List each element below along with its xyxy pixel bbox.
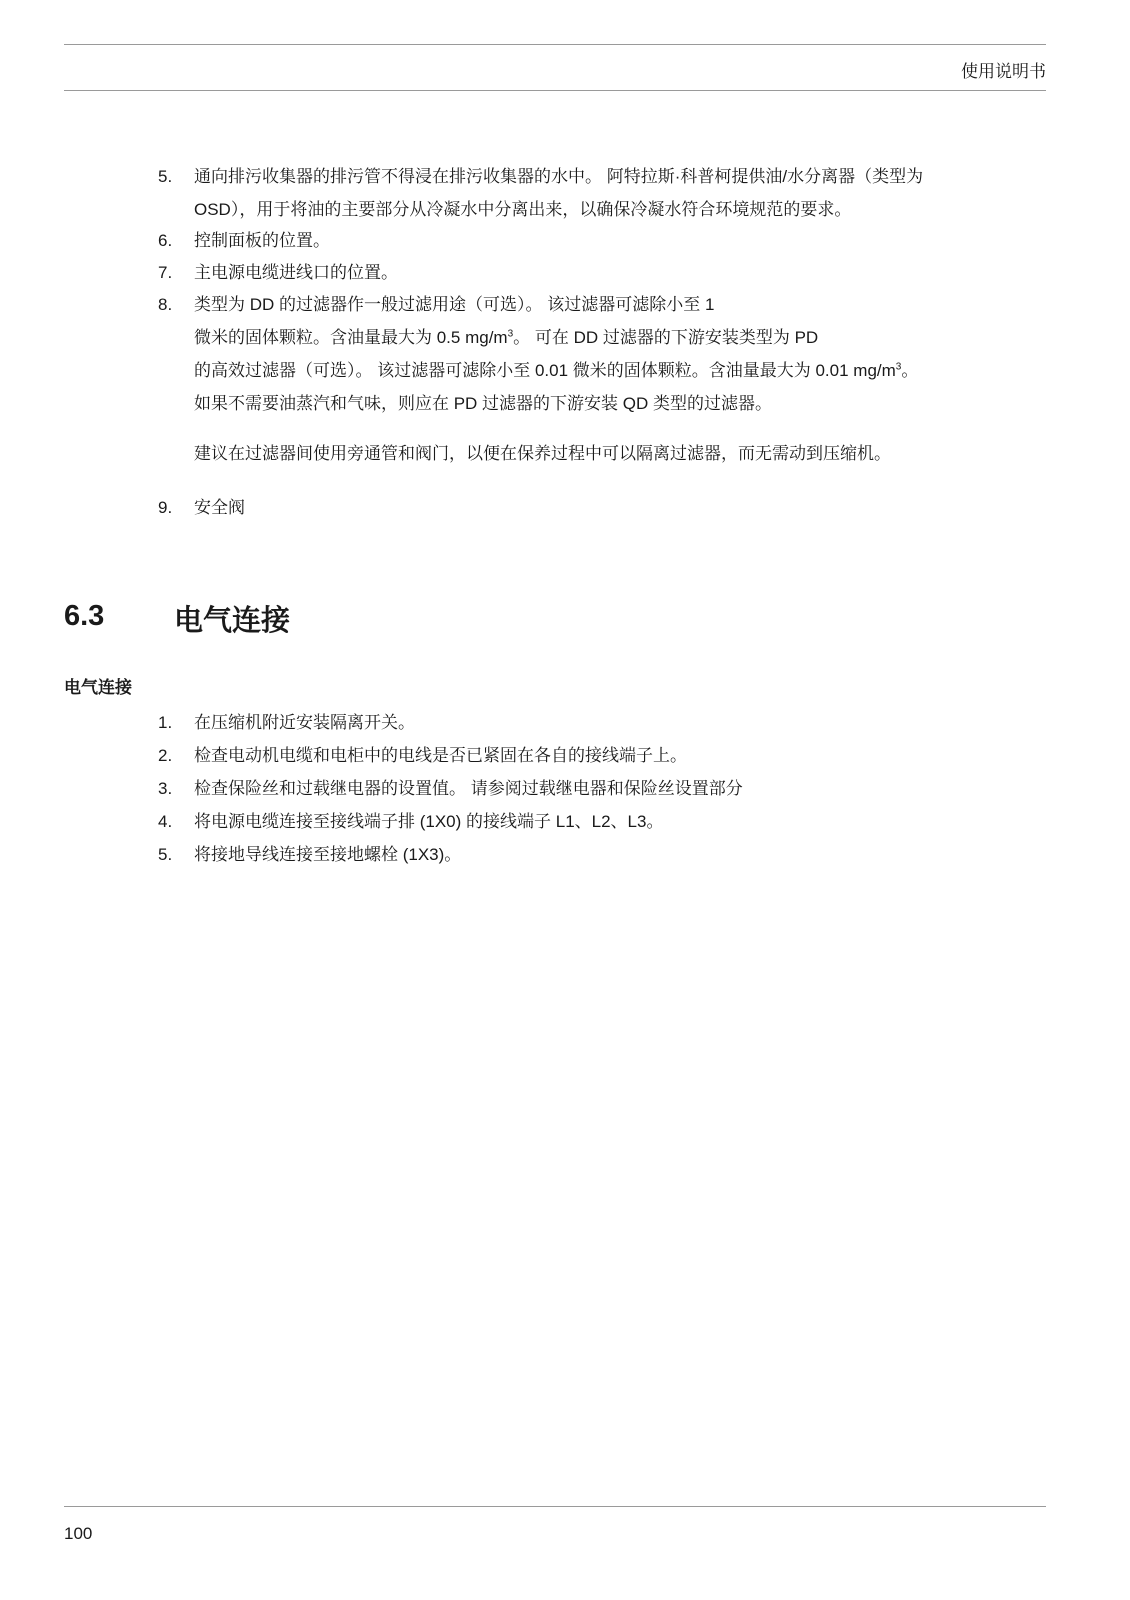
- list-text-line: 检查保险丝和过载继电器的设置值。 请参阅过载继电器和保险丝设置部分: [194, 779, 743, 798]
- subheading: 电气连接: [64, 678, 132, 697]
- list-text-line: 将接地导线连接至接地螺栓 (1X3)。: [194, 845, 462, 864]
- text-segment: 微米的固体颗粒。含油量最大为 0.5 mg/m: [194, 328, 508, 347]
- header-top-rule: [64, 44, 1046, 45]
- list-number: 8.: [158, 295, 173, 314]
- document-title: 使用说明书: [961, 62, 1046, 81]
- list-number: 6.: [158, 231, 173, 250]
- list-text-line: 类型为 DD 的过滤器作一般过滤用途（可选）。 该过滤器可滤除小至 1: [194, 295, 715, 314]
- list-text-line: [194, 321, 1054, 354]
- list-number: 9.: [158, 498, 173, 517]
- text-segment: 的高效过滤器（可选）。 该过滤器可滤除小至 0.01 微米的固体颗粒。含油量最大为 0.01 mg/m: [194, 361, 896, 380]
- list-text-line: 主电源电缆进线口的位置。: [194, 263, 398, 282]
- list-number: 7.: [158, 263, 173, 282]
- list-text-line: 将电源电缆连接至接线端子排 (1X0) 的接线端子 L1、L2、L3。: [194, 812, 664, 831]
- superscript: 3: [507, 328, 514, 340]
- list-number: 4.: [158, 812, 173, 831]
- list-text-line: 检查电动机电缆和电柜中的电线是否已紧固在各自的接线端子上。: [194, 746, 687, 765]
- text-segment: 。: [901, 361, 919, 380]
- list-number: 3.: [158, 779, 173, 798]
- list-text-line: [194, 354, 1054, 387]
- list-text-line: 在压缩机附近安装隔离开关。: [194, 713, 415, 732]
- list-text-line: 安全阀: [194, 498, 245, 517]
- header-bottom-rule: [64, 90, 1046, 91]
- list-text-line: 控制面板的位置。: [194, 231, 330, 250]
- list-number: 2.: [158, 746, 173, 765]
- list-text-line: 通向排污收集器的排污管不得浸在排污收集器的水中。 阿特拉斯·科普柯提供油/水分离器（类型为: [194, 167, 924, 186]
- list-number: 1.: [158, 713, 173, 732]
- list-text-line: 如果不需要油蒸汽和气味，则应在 PD 过滤器的下游安装 QD 类型的过滤器。: [194, 394, 773, 413]
- note-text: 建议在过滤器间使用旁通管和阀门，以便在保养过程中可以隔离过滤器，而无需动到压缩机。: [194, 444, 891, 463]
- list-number: 5.: [158, 167, 173, 186]
- list-text-line: OSD），用于将油的主要部分从冷凝水中分离出来，以确保冷凝水符合环境规范的要求。: [194, 200, 852, 219]
- text-segment: 。 可在 DD 过滤器的下游安装类型为 PD: [513, 328, 819, 347]
- section-title: 电气连接: [174, 605, 291, 637]
- list-number: 5.: [158, 845, 173, 864]
- section-number: 6.3: [64, 600, 105, 632]
- footer-rule: [64, 1506, 1046, 1507]
- page-number: 100: [64, 1524, 93, 1543]
- superscript: 3: [895, 361, 902, 373]
